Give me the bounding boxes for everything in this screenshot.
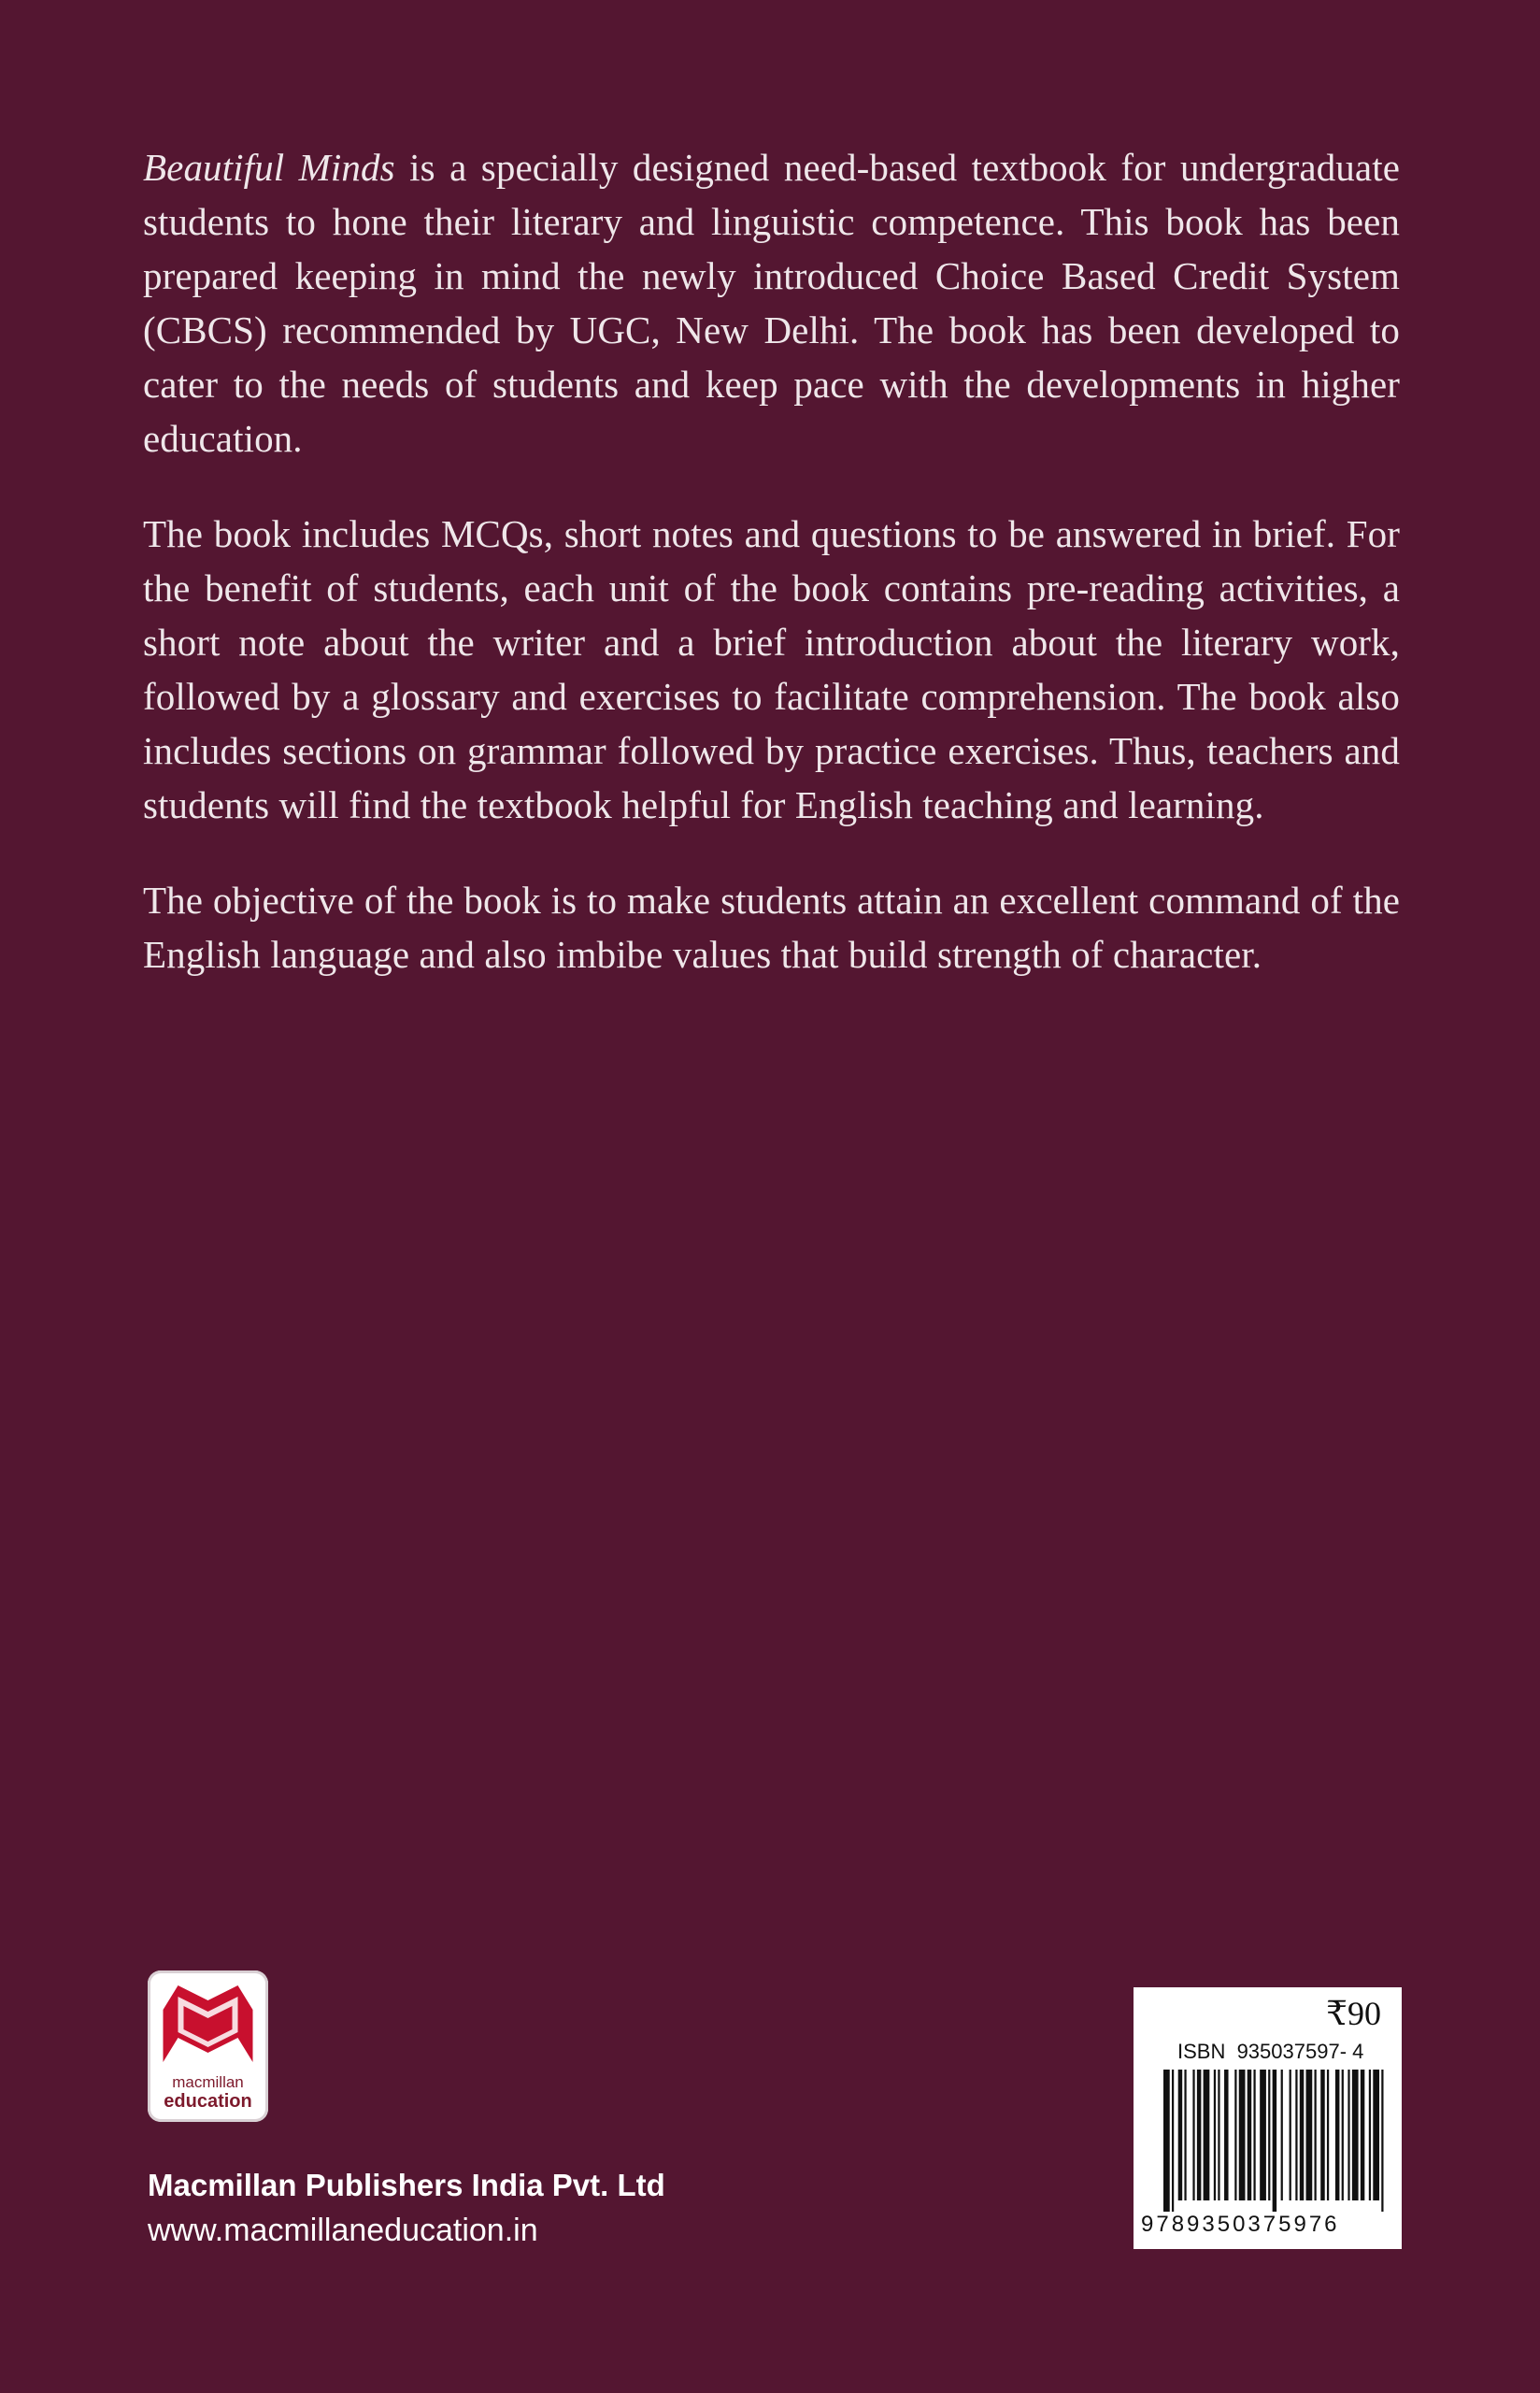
barcode-stripe [1239, 2070, 1246, 2200]
barcode-stripe [1369, 2070, 1371, 2200]
barcode-stripe [1253, 2070, 1255, 2200]
price-label: ₹90 [1326, 1995, 1381, 2032]
barcode-stripe [1281, 2070, 1283, 2200]
blurb-paragraph-2: The book includes MCQs, short notes and questions to be answered in brief. For the benefit of students, each unit of the book contains pre-reading activities, a short note about the writer and a brief introduction about the literary work, followed by a glossary and exercises to facilitate comprehension. The book also includes sections on grammar followed by practice exercises. Thus, teachers and students will find the textbook helpful for English teaching and learning. [143, 512, 1400, 826]
barcode-stripe [1273, 2070, 1276, 2212]
barcode-stripe [1218, 2070, 1219, 2200]
barcode-stripe [1335, 2070, 1339, 2200]
barcode-graphic [1163, 2070, 1388, 2212]
logo-text-education: education [164, 2091, 252, 2112]
barcode-stripe [1224, 2070, 1228, 2200]
barcode-stripe [1248, 2070, 1251, 2200]
barcode-stripe [1197, 2070, 1201, 2200]
barcode-stripe [1214, 2070, 1216, 2200]
isbn-label: ISBN 935037597- 4 [1177, 2040, 1364, 2063]
barcode-stripe [1260, 2070, 1266, 2200]
barcode-stripe [1348, 2070, 1349, 2200]
barcode-stripe [1192, 2070, 1194, 2200]
barcode-stripe [1373, 2070, 1379, 2200]
barcode-stripe [1268, 2070, 1270, 2200]
barcode-stripe [1204, 2070, 1210, 2200]
book-title: Beautiful Minds [143, 146, 395, 189]
barcode-stripe [1172, 2070, 1174, 2212]
blurb-paragraph-1 [143, 140, 1400, 466]
publisher-website: www.macmillaneducation.in [148, 2213, 538, 2248]
macmillan-book-icon [161, 1982, 255, 2068]
barcode-stripe [1178, 2070, 1182, 2200]
barcode-stripe [1352, 2070, 1359, 2200]
barcode-stripe [1381, 2070, 1383, 2212]
publisher-name: Macmillan Publishers India Pvt. Ltd [148, 2168, 665, 2202]
barcode-stripe [1320, 2070, 1324, 2200]
barcode-stripe [1295, 2070, 1297, 2200]
barcode-stripe [1361, 2070, 1364, 2200]
macmillan-education-logo [148, 1970, 268, 2122]
barcode-stripe [1184, 2070, 1186, 2200]
barcode-stripe [1342, 2070, 1344, 2200]
logo-text-macmillan: macmillan [172, 2073, 244, 2091]
barcode-stripe [1306, 2070, 1313, 2200]
barcode-stripe [1163, 2070, 1170, 2212]
barcode-stripe [1300, 2070, 1304, 2200]
barcode-stripe [1327, 2070, 1329, 2200]
blurb-paragraph-3: The objective of the book is to make students attain an excellent command of the English language and also imbibe values that build strength of character. [143, 879, 1400, 976]
barcode-stripe [1290, 2070, 1291, 2200]
blurb-paragraph-1-text: is a specially designed need-based textbook for undergraduate students to hone their literary and linguistic competence. This book has been prepared keeping in mind the newly introduced Choice Based Credit System (CBCS) recommended by UGC, New Delhi. The book has been developed to cater to the needs of students and keep pace with the developments in higher education. [143, 146, 1400, 460]
ean-number: 9789350375976 [1141, 2212, 1340, 2237]
barcode-panel [1134, 1987, 1402, 2249]
barcode-stripe [1234, 2070, 1236, 2200]
back-cover-blurb [143, 140, 1400, 1023]
barcode-stripe [1315, 2070, 1317, 2200]
